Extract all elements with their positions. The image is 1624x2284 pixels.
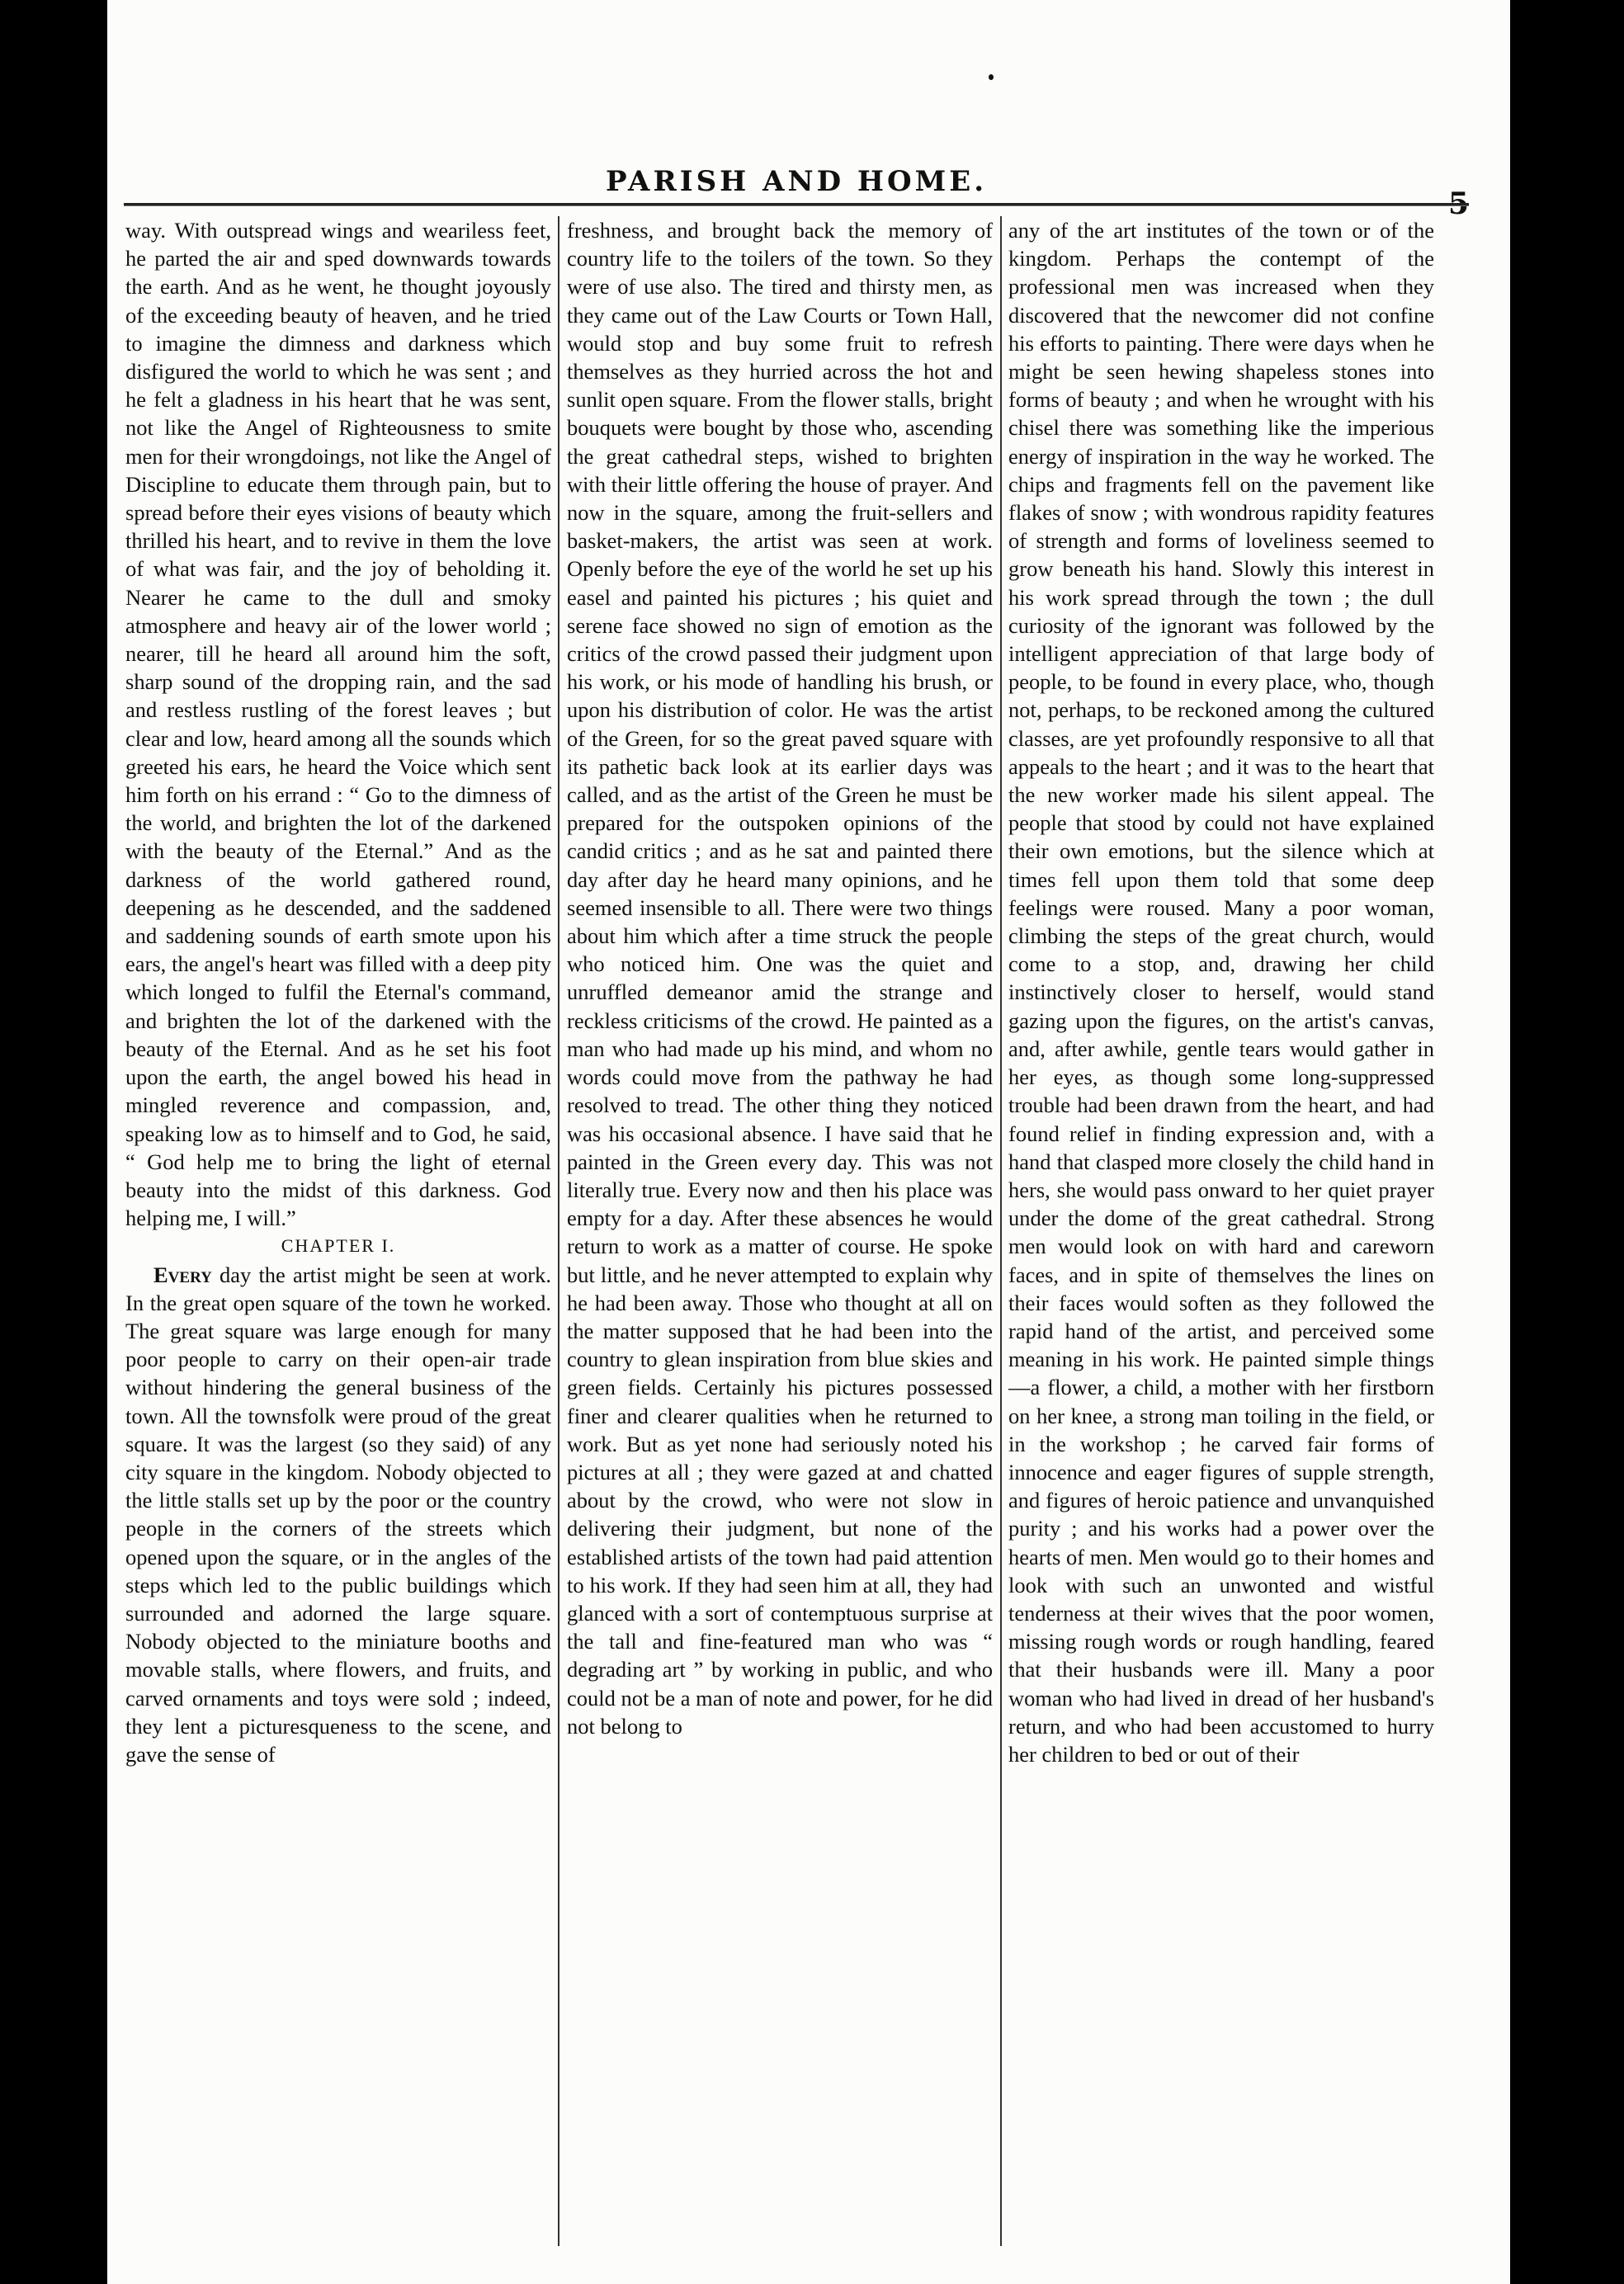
chapter-heading: CHAPTER I. — [281, 1235, 396, 1257]
column-left — [125, 216, 551, 2246]
page-title: PARISH AND HOME. — [605, 165, 988, 198]
scanned-page — [107, 0, 1510, 2284]
column-right — [1008, 216, 1434, 2246]
column-divider — [558, 216, 559, 2246]
column-middle — [567, 216, 993, 2246]
drop-lead-word: Every — [153, 1262, 212, 1287]
page-number: 5 — [1447, 186, 1469, 221]
paragraph: freshness, and brought back the memory of country life to the toilers of the town. So they were of use also. The tired and thirsty men, as they came out of the Law Courts or Town Hall, would stop and buy some fruit to refresh themselves as they hurried across the hot and sunlit open square. From the flower stalls, bright bouquets were bought by those who, ascending the great cathedral steps, wished to brighten with their little offering the house of prayer. And now in the square, among the fruit-sellers and basket-makers, the artist was seen at work. Openly before the eye of the world he set up his easel and painted his pictures ; his quiet and serene face showed no sign of emotion as the critics of the crowd passed their judgment upon his work, or his mode of handling his brush, or upon his distribution of color. He was the artist of the Green, for so the great paved square with its pathetic back look at its earlier days was called, and as the artist of the Green he must be prepared for the outspoken opinions of the candid critics ; and as he sat and painted there day after day he heard many opinions, and he seemed insensible to all. There were two things about him which after a time struck the people who noticed him. One was the quiet and unruffled demeanor amid the strange and reckless criticisms of the crowd. He painted as a man who had made up his mind, and whom no words could move from the pathway he had resolved to tread. The other thing they noticed was his occasional absence. I have said that he painted in the Green every day. This was not literally true. Every now and then his place was empty for a day. After these absences he would return to work as a matter of course. He spoke but little, and he never attempted to explain why he had been away. Those who thought at all on the matter supposed that he had been into the country to glean inspiration from blue skies and green fields. Certainly his pictures possessed finer and clearer qualities when he returned to work. But as yet none had seriously noted his pictures at all ; they were gazed at and chatted about by the crowd, who were not slow in delivering their judgment, but none of the established artists of the town had paid attention to his work. If they had seen him at all, they had glanced with a sort of contemptuous surprise at the tall and fine-featured man who was “ degrading art ” by working in public, and who could not be a man of note and power, for he did not belong to — [567, 218, 993, 1739]
running-header — [124, 165, 1469, 221]
paragraph-text: day the artist might be seen at work. In the great open square of the town he worked. The great square was large enough for many poor people to carry on their open-air trade without hindering the general business of the town. All the townsfolk were proud of the great square. It was the largest (so they said) of any city square in the kingdom. Nobody objected to the little stalls set up by the poor or the country people in the corners of the streets which opened upon the square, or in the angles of the steps which led to the public buildings which surrounded and adorned the large square. Nobody objected to the miniature booths and movable stalls, where flowers, and fruits, and carved ornaments and toys were sold ; indeed, they lent a picturesqueness to the scene, and gave the sense of — [125, 1262, 551, 1767]
column-divider — [1000, 216, 1002, 2246]
header-rule — [124, 203, 1469, 206]
paragraph: way. With outspread wings and weariless feet, he parted the air and sped downwards towards the earth. And as he went, he thought joyously of the exceeding beauty of heaven, and he tried to imagine the dimness and darkness which disfigured the world to which he was sent ; and he felt a gladness in his heart that he was sent, not like the Angel of Righteousness to smite men for their wrongdoings, not like the Angel of Discipline to educate them through pain, but to spread before their eyes visions of beauty which thrilled his heart, and to revive in them the love of what was fair, and the joy of beholding it. Nearer he came to the dull and smoky atmosphere and heavy air of the lower world ; nearer, till he heard all around him the soft, sharp sound of the dropping rain, and the sad and restless rustling of the forest leaves ; but clear and low, heard among all the sounds which greeted his ears, he heard the Voice which sent him forth on his errand : “ Go to the dimness of the world, and brighten the lot of the darkened with the beauty of the Eternal.” And as the darkness of the world gathered round, deepening as he descended, and the saddened and saddening sounds of earth smote upon his ears, the angel's heart was filled with a deep pity which longed to fulfil the Eternal's command, and brighten the lot of the darkened with the beauty of the Eternal. And as he set his foot upon the earth, the angel bowed his head in mingled reverence and compassion, and, speaking low as to himself and to God, he said, “ God help me to bring the light of eternal beauty into the midst of this darkness. God helping me, I will.” — [125, 218, 551, 1231]
paragraph — [125, 1261, 551, 1769]
ink-speck — [989, 74, 994, 80]
paragraph: any of the art institutes of the town or of the kingdom. Perhaps the contempt of the professional men was increased when they discovered that the newcomer did not confine his efforts to painting. There were days when he might be seen hewing shapeless stones into forms of beauty ; and when he wrought with his chisel there was something like the imperious energy of inspiration in the way he worked. The chips and fragments fell on the pavement like flakes of snow ; with wondrous rapidity features of strength and forms of loveliness seemed to grow beneath his hand. Slowly this interest in his work spread through the town ; the dull curiosity of the ignorant was followed by the intelligent appreciation of that large body of people, to be found in every place, who, though not, perhaps, to be reckoned among the cultured classes, are yet profoundly responsive to all that appeals to the heart ; and it was to the heart that the new worker made his silent appeal. The people that stood by could not have explained their own emotions, but the silence which at times fell upon them told that some deep feelings were roused. Many a poor woman, climbing the steps of the great church, would come to a stop, and, drawing her child instinctively closer to herself, would stand gazing upon the figures, on the artist's canvas, and, after awhile, gentle tears would gather in her eyes, as though some long-suppressed trouble had been drawn from the heart, and had found relief in finding expression and, with a hand that clasped more closely the child hand in hers, she would pass onward to her quiet prayer under the dome of the great cathedral. Strong men would look on with hard and careworn faces, and in spite of themselves the lines on their faces would soften as they followed the rapid hand of the artist, and perceived some meaning in his work. He painted simple things—a flower, a child, a mother with her firstborn on her knee, a strong man toiling in the field, or in the workshop ; he carved fair forms of innocence and eager figures of supple strength, and figures of heroic patience and unvanquished purity ; and his works had a power over the hearts of men. Men would go to their homes and look with such an unwonted and wistful tenderness at their wives that the poor women, missing rough words or rough handling, feared that their husbands were ill. Many a poor woman who had lived in dread of her husband's return, and who had been accustomed to hurry her children to bed or out of their — [1008, 218, 1434, 1767]
